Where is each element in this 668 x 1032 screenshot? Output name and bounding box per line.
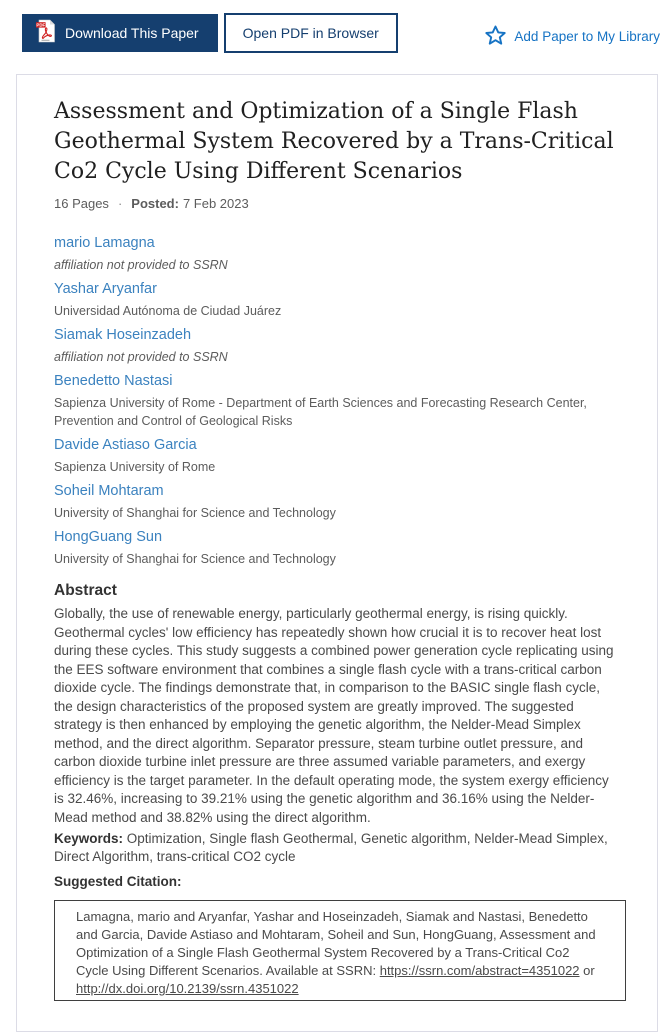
paper-toolbar — [0, 0, 668, 56]
ssrn-abstract-link[interactable]: https://ssrn.com/abstract=4351022 — [379, 963, 580, 978]
author-link[interactable]: Davide Astiaso Garcia — [54, 437, 197, 453]
keywords-text: Optimization, Single flash Geothermal, Genetic algorithm, Nelder-Mead Simplex, Direct Algorithm, trans-critical CO2 cycle — [54, 831, 608, 864]
author-link[interactable]: HongGuang Sun — [54, 529, 163, 545]
author-item — [54, 528, 620, 568]
author-list — [54, 234, 620, 568]
doi-link[interactable]: http://dx.doi.org/10.2139/ssrn.4351022 — [76, 981, 299, 996]
add-to-library-label: Add Paper to My Library — [514, 29, 660, 44]
abstract-text: Globally, the use of renewable energy, particularly geothermal energy, is rising quickly. Geothermal cycles' low efficiency has repeatedly shown how crucial it is to recover heat lost during these cycles. This study suggests a combined power generation cycle replicating using the EES software environment that combines a single flash cycle with a trans-critical carbon dioxide cycle. The findings demonstrate that, in comparison to the BASIC single flash cycle, the design characteristics of the proposed system are greatly improved. The suggested strategy is then enhanced by employing the genetic algorithm, the Nelder-Mead Simplex method, and the direct algorithm. Separator pressure, steam turbine outlet pressure, and carbon dioxide turbine inlet pressure are three assumed variable parameters, and exergy efficiency is the target parameter. In the default operating mode, the system exergy efficiency is 32.46%, increasing to 39.21% using the genetic algorithm and 36.16% using the Nelder-Mead method and 38.82% using the direct algorithm. — [54, 606, 614, 825]
author-item — [54, 326, 620, 366]
author-item — [54, 436, 620, 476]
keywords-line — [54, 830, 620, 866]
add-to-library-link[interactable] — [484, 16, 660, 50]
paper-title: Assessment and Optimization of a Single Flash Geothermal System Recovered by a Trans-Critical Co2 Cycle Using Different Scenarios — [54, 99, 614, 184]
svg-text:PDF: PDF — [36, 22, 46, 28]
page-count: 16 Pages — [54, 196, 109, 211]
abstract-heading: Abstract — [54, 582, 117, 599]
author-item — [54, 482, 620, 522]
author-link[interactable]: Soheil Mohtaram — [54, 483, 164, 499]
author-affiliation: Universidad Autónoma de Ciudad Juárez — [54, 304, 282, 318]
suggested-citation-box — [54, 900, 626, 1001]
paper-card — [16, 74, 658, 1032]
suggested-citation-label: Suggested Citation: — [54, 874, 182, 889]
download-paper-label: Download This Paper — [65, 24, 199, 41]
author-link[interactable]: Siamak Hoseinzadeh — [54, 327, 192, 343]
keywords-label: Keywords: — [54, 831, 124, 846]
author-affiliation: University of Shanghai for Science and Technology — [54, 552, 336, 566]
posted-label: Posted: — [131, 196, 179, 211]
author-affiliation: Sapienza University of Rome — [54, 460, 216, 474]
author-link[interactable]: Yashar Aryanfar — [54, 281, 157, 297]
star-icon — [484, 24, 507, 50]
citation-text: Lamagna, mario and Aryanfar, Yashar and Hoseinzadeh, Siamak and Nastasi, Benedetto and Garcia, Davide Astiaso and Mohtaram, Soheil and Sun, HongGuang, Assessment and Optimization of a Single Flash Geothermal System Recovered by a Trans-Critical Co2 Cycle Using Different Scenarios. Available at SSRN: — [76, 909, 596, 978]
meta-separator-dot: · — [117, 196, 123, 211]
citation-or-text: or — [579, 963, 595, 978]
download-paper-button[interactable] — [22, 14, 218, 52]
pdf-icon — [35, 19, 56, 46]
author-link[interactable]: mario Lamagna — [54, 235, 155, 251]
posted-date: 7 Feb 2023 — [182, 196, 249, 211]
author-affiliation: affiliation not provided to SSRN — [54, 350, 228, 364]
open-pdf-label: Open PDF in Browser — [242, 24, 379, 41]
author-item — [54, 372, 620, 430]
author-item — [54, 234, 620, 274]
author-link[interactable]: Benedetto Nastasi — [54, 373, 173, 389]
author-item — [54, 280, 620, 320]
author-affiliation: University of Shanghai for Science and Technology — [54, 506, 336, 520]
open-pdf-button[interactable] — [224, 13, 398, 53]
author-affiliation: Sapienza University of Rome - Department of Earth Sciences and Forecasting Research Center, Prevention and Control of Geological Risks — [54, 396, 587, 428]
author-affiliation: affiliation not provided to SSRN — [54, 258, 228, 272]
paper-meta — [54, 196, 620, 211]
